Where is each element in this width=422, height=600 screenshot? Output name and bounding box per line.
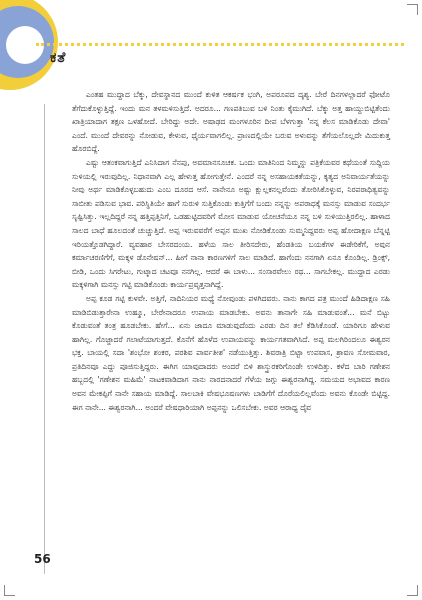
story-paragraph: ಎಷ್ಟು ಆತಂಕವಾಗುತ್ತಿದೆ ಎನಿಸಿದಾಗ ನೆನಪು, ಅವಮಾನಸೂಚಕ. ಒಂದು ಮಾತಿನಿಂದ ನಿಮ್ಮನ್ನು ಪತ್ರಿಕೆಯವರ ಕಥೆಯಂತೆ ಸುದ್ದಿಯ ಸುಳಿಯಲ್ಲಿ ಇರುವುದಿಲ್ಲ. ನಿಧಾನವಾಗಿ ಎಲ್ಲ ಹೇಳುತ್ತ ಹೋಗುತ್ತೇನೆ. ಎಂದರೆ ನನ್ನ ಅಸಹಾಯಕತೆಯನ್ನು, ಕೃತ್ಯದ ಅನಿವಾರ್ಯತೆಯನ್ನು ನೀವು ಅರ್ಥ ಮಾಡಿಕೊಳ್ಳಬಹುದು ಎಂಬ ದೂರದ ಆಸೆ. ನಾನೇನೂ ಅಷ್ಟು ಕ್ಷುಲ್ಲಕನಲ್ಲವೆಂದು ತೋರಿಸಿಕೊಳ್ಳುವ, ನಿರಪರಾಧಿತ್ವವನ್ನು ಸಾಬೀತು ಪಡಿಸುವ ಭಾವ. ಪರಿಸ್ಥಿತಿಯೇ ಹಾಗೆ ಸುರುಳಿ ಸುತ್ತಿಕೊಂಡು ಕುತ್ತಿಗೆಗೆ ಬಂದು ನನ್ನನ್ನು ಅಪರಾಧಕ್ಕೆ ಮನಸ್ಸು ಮಾಡುವ ಸಂದರ್ಭ ಸೃಷ್ಟಿಸಿತ್ತು. ಇಲ್ಲದಿದ್ದರೆ ನನ್ನ ಹತ್ತಿಪ್ಪತ್ತಿನಿಗೆ, ಒಡಹುಟ್ಟಿದವರಿಗೆ ಮೋಸ ಮಾಡುವ ಯೋಚನೆಯೂ ನನ್ನ ಬಳಿ ಸುಳಿಯುತ್ತಿರಲಿಲ್ಲ. ಹಾಳಾದ ಸಾಲದ ಬಾಧೆ ಹೂಲದಂತೆ ಚುಚ್ಚುತ್ತಿದೆ. ಅಪ್ಪ ಇರುವವರೆಗೆ ಅಪ್ಪನ ಮುಖ ನೋಡಿಕೊಂಡು ಸುಮ್ಮನಿದ್ದವರು ಅಪ್ಪ ಹೋದಾಕ್ಷಣ ಬೆನ್ನಟ್ಟಿ ಇರಿಯತ್ತೊಡಗಿದ್ದಾರೆ. ವ್ಯವಹಾರ ಬೇಸರದಂಯ. ಹಳೆಯ ಸಾಲ ತೀರಿಸದೇರು, ಹೆಂಡತಿಯ ಬಯಕೆಗಳ ಈಡೇರಿಕೆಗೆ, ಅವುನ ಕರ್ಮಾಚರಣಿಗೆಗೆ, ಮಕ್ಕಳ ಡೊನೇಷನ್... ಹೀಗೆ ನಾನಾ ಕಾರಣಗಳಿಗೆ ಸಾಲ ಮಾಡಿದೆ. ಹಾಗೆಂದು ನನಗಾಗಿ ಏನೂ ಕೊಂಡಿಲ್ಲ. ಡ್ರಿಂಕ್ಸ್, ಬೀಡಿ, ಒಂದು ಸಿಗರೇಟು, ಗುಟ್ಕಾದ ಚಟವೂ ನನಗಿಲ್ಲ. ಆದರೆ ಈ ಬಾಳು... ಸಂಸಾರವೇಲು ರಥ... ಸಾಗಬೇಕಲ್ಲ. ಮುದ್ದಾದ ಎರಡು ಮಕ್ಕಳಿಗಾಗಿ ಮನಸ್ಸು ಗಟ್ಟಿ ಮಾಡಿಕೊಂಡು ಕಾರ್ಯಪ್ರವೃತ್ತನಾಗಿದ್ದೆ.: [72, 157, 390, 290]
left-margin-rule: [44, 104, 45, 574]
crop-mark-top-right: [407, 4, 418, 15]
story-paragraph: ಅಪ್ಪ ಕೂಡ ಗಟ್ಟಿ ಕುಳವೇ. ಅತ್ತಿಗೆ, ನಾದಿನಿಯರ ಮಧ್ಯೆ ನೋವುಂಡು ಪಳಗಿದವರು. ನಾನು ಕಾಗದ ಪತ್ರ ಮುಂದೆ ಹಿಡಿದಾಕ್ಷಣ ಸಹಿ ಮಾಡಿಬಿಡುತ್ತಾರೇನಾ ಉಹ್ಮೂ, ಬೇರೇನಾದರೂ ಉಪಾಯ ಮಾಡಬೇಕು. ಅವನು ತಾನಾಗೇ ಸಹಿ ಮಾಡುವಂತೆ... ಮನೆ ಬಿಟ್ಟು ಕೊಡುವಂತೆ ತಂತ್ರ ಹೂಡಬೇಕು. ಹೇಗೆ... ಏನು ಜಾದೂ ಮಾಡುವುದೆಂದು ಎರಡು ದಿನ ತಲೆ ಕೆಡಿಸಿಕೊಂಡೆ. ಯಾರಿಗೂ ಹೇಳುವ ಹಾಗಿಲ್ಲ. ಗೊಜ್ಜಾದರೆ ಗಲಾಟೆಯಾಗುತ್ತದೆ. ಕೊನೆಗೆ ಹೊಳೆದ ಉಪಾಯವನ್ನು ಕಾರ್ಯಗತವಾಗಿಸಿದೆ. ಅಪ್ಪ ಮಲಗಿರಿಂದಲೂ ಈಶ್ವರನ ಭಕ್ತ. ಬಾಯಲ್ಲಿ ಸದಾ 'ಶಂಭೋ ಶಂಕರ, ಪರಶಿವ ಪಾರ್ವತೀಶ' ನಡೆಯುತ್ತಿತ್ತು. ಶಿವರಾತ್ರಿ ಬಿಟ್ಟಾ ಉಪವಾಸ, ಶ್ರಾವಣ ಸೋಮವಾರ, ಪ್ರತಿದಿನವೂ ಎದ್ದು ಪೂಜಿಸುತ್ತಿದ್ದರು. ಈಗಿಗ ಯಾವುದಾದರು ಅಂದರೆ ಬಿಳಿ ಶಾಸ್ತ್ರುರಕರಿಗೊಂಡೇ ಉಳಿದಿತ್ತು. ಕಳೆದ ಬಾರಿ ಗಣೇಶನ ಹಬ್ಬದಲ್ಲಿ 'ಗಣೇಶನ ಮಹಿಮೆ' ನಾಟಕವಾಡಿದಾಗ ನಾನು ನಾರದನಾದರೆ ಗೆಳೆಯ ಜಗ್ಗು ಈಶ್ವರನಾಗಿದ್ದ. ಸಮಯದ ಅಭಾವದ ಕಾರಣ ಅವನ ಮೇಕಪ್ಪಿಗೆ ನಾನೇ ಸಹಾಯ ಮಾಡಿದ್ದೆ. ಸಾಲಬಾಕಿ ವೇಷಭೂಷಣಗಳು ಬಾಡಿಗೆಗೆ ದೊರೆಯಲಿಲ್ಲವೆಂದು ಅವನು ಕೊಂಡೇ ಬಿಟ್ಟಿದ್ದ. ಈಗ ನಾನೇ... ಈಶ್ವರನಾಗಿ... ಅಂದರೆ ವೇಷಧಾರಿಯಾಗಿ ಅಪ್ಪನನ್ನು ಒಲಿಸಬೇಕು. ಅವರ ಆರಾಧ್ಯ ದೈವ: [72, 293, 390, 412]
story-body: [72, 88, 390, 414]
crop-mark-bottom-right: [407, 585, 418, 596]
story-paragraph: ಎಂತಹ ಮುದ್ದಾದ ಬೆಕ್ಕು, ದೇವಸ್ಥಾನದ ಮುಂದೆ ಕುಳಿತ ಆಕರ್ಷಕ ಭಂಗಿ, ಅಪರೂಪದ ದೃಶ್ಯ. ಬೇರೆ ದಿನಗಳಲ್ಲಾದರೆ ಫೋಟೊ ತೆಗೆದುಕೊಳ್ಳುತ್ತಿದ್ದೆ. ಇಂದು ಮನ ತಳಮಳಿಸುತ್ತಿದೆ. ಅದರೂ... ಗಣಪತಿಬುವ ಬಳಿ ನಿಂತು ಕೈಮುಗಿದೆ. ಬೆಕ್ಕು ಅತ್ತ ಹಾಯ್ದುಬಿಟ್ಟಿತೆಂದು ಖಾತ್ರಿಯಾದಾಗ ತಕ್ಷಣ ಒಳಹೋದೆ. ಬೇರಿದ್ದು ಅದೇ. ಅಷಾಢದ ಮಂಗಳೂರಿನ ದೀಪ ಬೆಳಗುತ್ತಾ 'ನನ್ನ ಕೆಲಸ ಮಾಡಿಕೊಡು ದೇವಾ' ಎಂದೆ. ಮುಂದೆ ದೇವರನ್ನು ನೋಡುವ, ಕೇಳುವ, ಧೈರ್ಯವಾಗಲಿಲ್ಲ. ಪ್ರಾಣದಲ್ಲಿಯೇ ಬರುವ ಅಳುವನ್ನು ತೆಗೆಯಲೊಲ್ಲದೇ ಮಿದುಕುತ್ತ ಹೊರಬಿದ್ದೆ.: [72, 90, 390, 154]
section-label: ಕತೆ: [50, 50, 67, 66]
page-number: 56: [34, 552, 51, 566]
crop-mark-bottom-left: [4, 585, 15, 596]
header-dotted-rule: [36, 43, 404, 46]
